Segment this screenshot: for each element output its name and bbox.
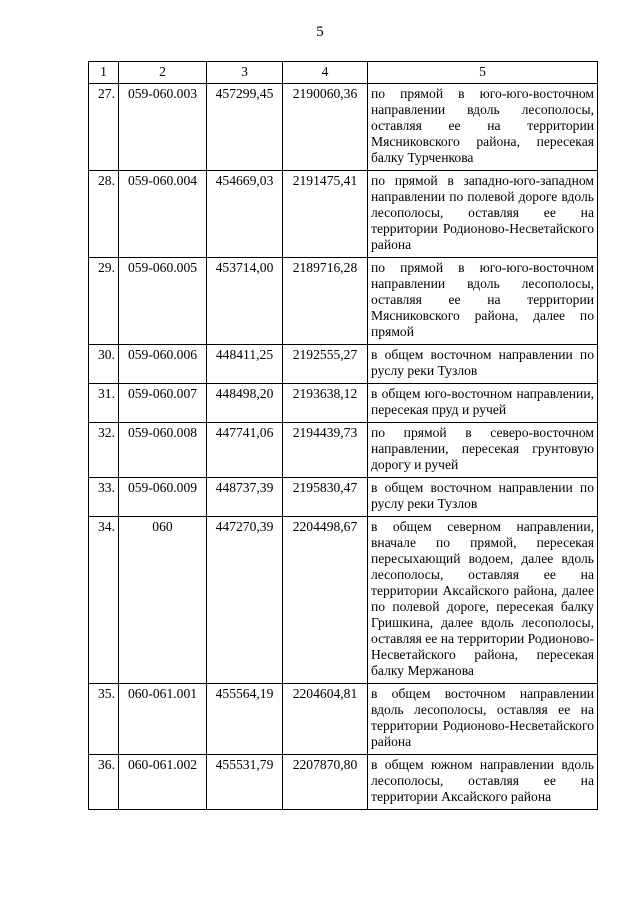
- row-number: 31.: [89, 384, 119, 423]
- column-header-3: 3: [207, 62, 283, 84]
- point-id: 059-060.009: [119, 478, 207, 517]
- row-number: 34.: [89, 517, 119, 684]
- row-number: 32.: [89, 423, 119, 478]
- coordinate-y: 2207870,80: [283, 755, 368, 810]
- point-id: 059-060.007: [119, 384, 207, 423]
- boundary-description: по прямой в западно-юго-западном направлении по полевой дороге вдоль лесополосы, оставляя ее на территории Родионово-Несветайского района: [368, 171, 598, 258]
- column-header-2: 2: [119, 62, 207, 84]
- coordinate-x: 448737,39: [207, 478, 283, 517]
- table-row: [89, 258, 598, 345]
- boundary-description: в общем восточном направлении по руслу реки Тузлов: [368, 478, 598, 517]
- point-id: 060-061.002: [119, 755, 207, 810]
- row-number: 28.: [89, 171, 119, 258]
- point-id: 059-060.008: [119, 423, 207, 478]
- table-row: [89, 684, 598, 755]
- boundary-description: в общем восточном направлении вдоль лесополосы, оставляя ее на территории Родионово-Несветайского района: [368, 684, 598, 755]
- point-id: 059-060.004: [119, 171, 207, 258]
- point-id: 060: [119, 517, 207, 684]
- boundary-description: по прямой в юго-юго-восточном направлении вдоль лесополосы, оставляя ее на территории Мясниковского района, пересекая балку Турченкова: [368, 84, 598, 171]
- coordinate-y: 2194439,73: [283, 423, 368, 478]
- row-number: 30.: [89, 345, 119, 384]
- column-header-4: 4: [283, 62, 368, 84]
- boundary-description: в общем северном направлении, вначале по прямой, пересекая пересыхающий водоем, далее вдоль лесополосы, оставляя ее на территории Аксайского района, далее по полевой дороге, пересекая балку Гришкина, далее вдоль лесополосы, оставляя ее на территории Родионово-Несветайского района, пересекая балку Мержанова: [368, 517, 598, 684]
- boundary-points-table: [88, 61, 598, 810]
- coordinate-y: 2189716,28: [283, 258, 368, 345]
- row-number: 27.: [89, 84, 119, 171]
- row-number: 35.: [89, 684, 119, 755]
- coordinate-x: 447741,06: [207, 423, 283, 478]
- coordinate-x: 448411,25: [207, 345, 283, 384]
- table-row: [89, 423, 598, 478]
- boundary-description: в общем юго-восточном направлении, пересекая пруд и ручей: [368, 384, 598, 423]
- coordinate-x: 447270,39: [207, 517, 283, 684]
- boundary-description: по прямой в юго-юго-восточном направлении вдоль лесополосы, оставляя ее на территории Мясниковского района, далее по прямой: [368, 258, 598, 345]
- coordinate-y: 2190060,36: [283, 84, 368, 171]
- table-row: [89, 755, 598, 810]
- coordinate-y: 2195830,47: [283, 478, 368, 517]
- table-row: [89, 171, 598, 258]
- coordinate-x: 457299,45: [207, 84, 283, 171]
- table-row: [89, 478, 598, 517]
- point-id: 060-061.001: [119, 684, 207, 755]
- boundary-description: по прямой в северо-восточном направлении, пересекая грунтовую дорогу и ручей: [368, 423, 598, 478]
- coordinate-x: 453714,00: [207, 258, 283, 345]
- row-number: 29.: [89, 258, 119, 345]
- table-row: [89, 384, 598, 423]
- row-number: 36.: [89, 755, 119, 810]
- boundary-description: в общем южном направлении вдоль лесополосы, оставляя ее на территории Аксайского района: [368, 755, 598, 810]
- coordinate-x: 455531,79: [207, 755, 283, 810]
- table-header-row: [89, 62, 598, 84]
- point-id: 059-060.005: [119, 258, 207, 345]
- column-header-5: 5: [368, 62, 598, 84]
- coordinate-x: 454669,03: [207, 171, 283, 258]
- coordinate-y: 2192555,27: [283, 345, 368, 384]
- table-body: [89, 84, 598, 810]
- table-row: [89, 84, 598, 171]
- coordinate-x: 448498,20: [207, 384, 283, 423]
- page-number: 5: [316, 24, 324, 40]
- boundary-description: в общем восточном направлении по руслу реки Тузлов: [368, 345, 598, 384]
- coordinate-y: 2204604,81: [283, 684, 368, 755]
- row-number: 33.: [89, 478, 119, 517]
- point-id: 059-060.003: [119, 84, 207, 171]
- table-row: [89, 345, 598, 384]
- coordinate-y: 2193638,12: [283, 384, 368, 423]
- coordinate-y: 2204498,67: [283, 517, 368, 684]
- column-header-1: 1: [89, 62, 119, 84]
- point-id: 059-060.006: [119, 345, 207, 384]
- table-row: [89, 517, 598, 684]
- coordinate-y: 2191475,41: [283, 171, 368, 258]
- coordinate-x: 455564,19: [207, 684, 283, 755]
